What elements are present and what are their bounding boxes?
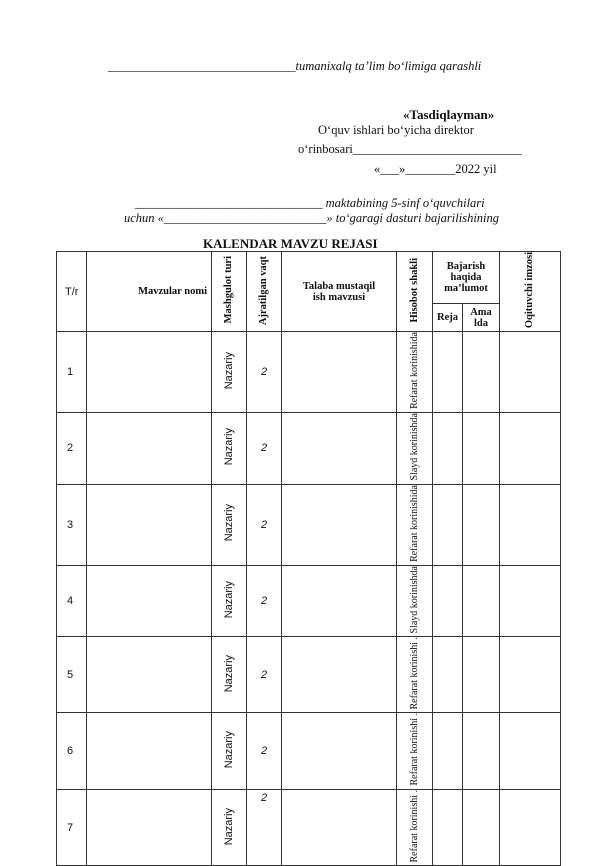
actual-cell [463, 637, 500, 713]
calendar-table [56, 251, 561, 866]
plan-cell [433, 789, 463, 865]
row-number: 4 [57, 565, 87, 637]
district-line [108, 59, 481, 74]
table-row [57, 713, 561, 789]
approve-line-1: O‘quv ishlari bo‘yicha direktor [318, 123, 474, 137]
independent-work-cell [282, 789, 397, 865]
header-report-form: Hisobot shakli [397, 252, 433, 332]
row-number: 6 [57, 713, 87, 789]
plan-cell [433, 637, 463, 713]
plan-cell [433, 565, 463, 637]
district-blank: ______________________________ [108, 59, 296, 73]
header-hours: Ajratilgan vaqt [247, 252, 282, 332]
topic-cell [87, 789, 212, 865]
header-lesson-type: Mashgulot turi [212, 252, 247, 332]
header-independent-work: Talaba mustaqil ish mavzusi [282, 252, 397, 332]
signature-cell [500, 637, 561, 713]
table-row [57, 789, 561, 865]
lesson-type-cell: Nazariy [212, 332, 247, 413]
topic-cell [87, 713, 212, 789]
report-cell: Slayd korinishda [397, 413, 433, 485]
topic-cell [87, 484, 212, 565]
plan-cell [433, 332, 463, 413]
table-row [57, 484, 561, 565]
report-cell: Slayd korinishda [397, 565, 433, 637]
plan-cell [433, 713, 463, 789]
header-num: T/r [57, 252, 87, 332]
plan-cell [433, 484, 463, 565]
district-text: tumanixalq ta’lim bo‘limiga qarashli [295, 59, 482, 73]
lesson-type-cell: Nazariy [212, 413, 247, 485]
signature-cell [500, 484, 561, 565]
independent-work-cell [282, 565, 397, 637]
header-teacher-signature: Oqituvchi imzosi [500, 252, 561, 332]
row-number: 5 [57, 637, 87, 713]
report-cell: Refarat korinishida [397, 332, 433, 413]
report-cell: Refarat korinishi . [397, 637, 433, 713]
signature-cell [500, 789, 561, 865]
lesson-type-cell: Nazariy [212, 789, 247, 865]
lesson-type-cell: Nazariy [212, 565, 247, 637]
hours-cell: 2 [247, 789, 282, 865]
header-topic: Mavzular nomi [87, 252, 212, 332]
table-row [57, 413, 561, 485]
actual-cell [463, 565, 500, 637]
table-row [57, 332, 561, 413]
approve-title: «Tasdiqlayman» [403, 107, 495, 122]
row-number: 3 [57, 484, 87, 565]
signature-cell [500, 713, 561, 789]
independent-work-cell [282, 484, 397, 565]
table-row [57, 565, 561, 637]
school-line: ______________________________ maktabining 5-sinf o‘quvchilari [135, 196, 485, 210]
topic-cell [87, 332, 212, 413]
row-number: 2 [57, 413, 87, 485]
header-plan: Reja [433, 303, 463, 331]
hours-cell: 2 [247, 565, 282, 637]
date-line: «___»________2022 yil [374, 162, 497, 176]
header-actual: Ama lda [463, 303, 500, 331]
plan-cell [433, 413, 463, 485]
signature-cell [500, 332, 561, 413]
header-completion-info: Bajarish haqida ma’lumot [433, 252, 500, 304]
row-number: 1 [57, 332, 87, 413]
actual-cell [463, 789, 500, 865]
actual-cell [463, 332, 500, 413]
hours-cell: 2 [247, 637, 282, 713]
lesson-type-cell: Nazariy [212, 484, 247, 565]
program-line: uchun «__________________________» to‘garagi dasturi bajarilishining [124, 211, 500, 225]
actual-cell [463, 484, 500, 565]
topic-cell [87, 637, 212, 713]
independent-work-cell [282, 413, 397, 485]
report-cell: Refarat korinishi . [397, 789, 433, 865]
report-cell: Refarat korinishida [397, 484, 433, 565]
report-cell: Refarat korinishi . [397, 713, 433, 789]
topic-cell [87, 413, 212, 485]
actual-cell [463, 713, 500, 789]
independent-work-cell [282, 332, 397, 413]
row-number: 7 [57, 789, 87, 865]
lesson-type-cell: Nazariy [212, 713, 247, 789]
topic-cell [87, 565, 212, 637]
hours-cell: 2 [247, 413, 282, 485]
hours-cell: 2 [247, 484, 282, 565]
approve-line-2: o‘rinbosari___________________________ [298, 142, 522, 156]
signature-cell [500, 565, 561, 637]
document-title: KALENDAR MAVZU REJASI [203, 236, 378, 251]
hours-cell: 2 [247, 332, 282, 413]
lesson-type-cell: Nazariy [212, 637, 247, 713]
table-row [57, 637, 561, 713]
independent-work-cell [282, 637, 397, 713]
independent-work-cell [282, 713, 397, 789]
hours-cell: 2 [247, 713, 282, 789]
actual-cell [463, 413, 500, 485]
signature-cell [500, 413, 561, 485]
